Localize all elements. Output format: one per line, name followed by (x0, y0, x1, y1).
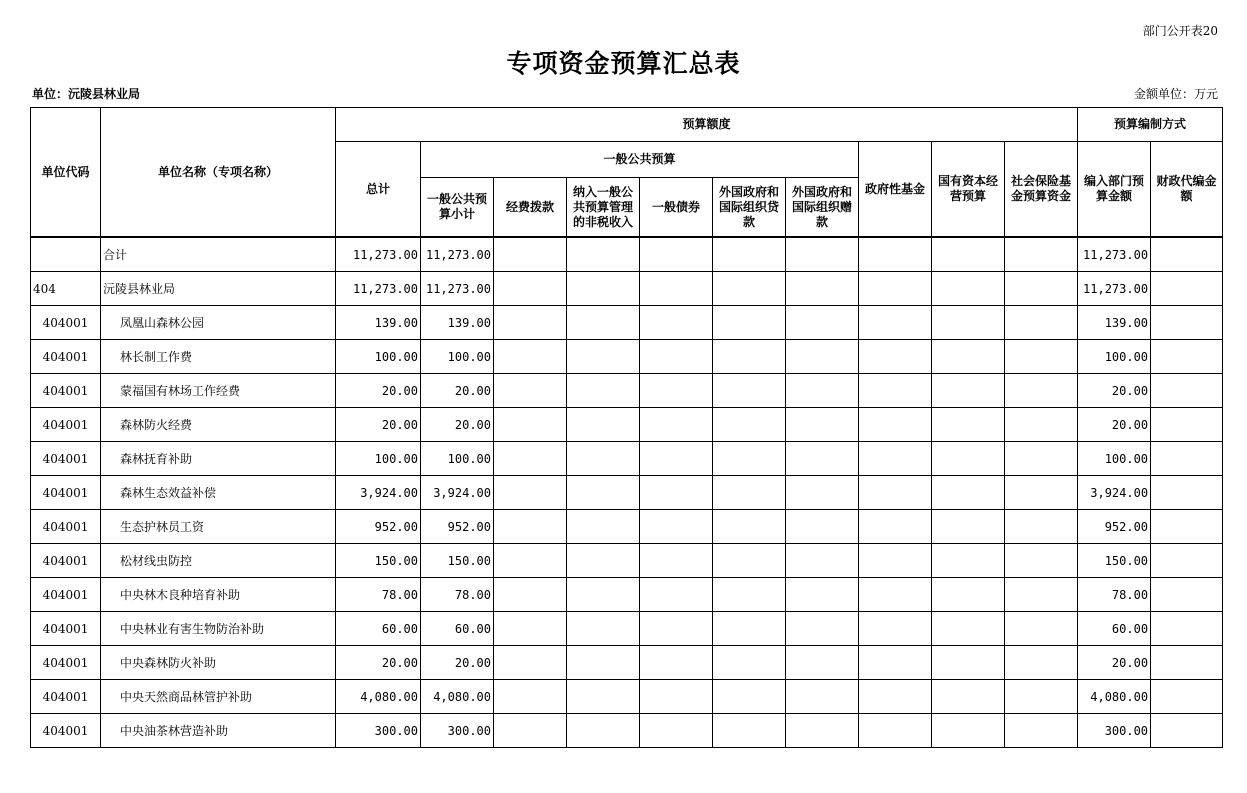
unit-name-cell: 蒙福国有林场工作经费 (101, 374, 336, 408)
nontax-cell (567, 578, 640, 612)
header-general-bond: 一般债券 (640, 178, 713, 238)
total-cell: 139.00 (336, 306, 421, 340)
foreign-grant-cell (786, 578, 859, 612)
funding-cell (494, 612, 567, 646)
funding-cell (494, 442, 567, 476)
gp-subtotal-cell: 100.00 (421, 340, 494, 374)
funding-cell (494, 578, 567, 612)
form-number: 部门公开表20 (1142, 24, 1218, 38)
social-insurance-cell (1005, 680, 1078, 714)
funding-cell (494, 680, 567, 714)
fiscal-agent-cell (1151, 680, 1223, 714)
nontax-cell (567, 680, 640, 714)
unit-name-cell: 中央油茶林营造补助 (101, 714, 336, 748)
gp-subtotal-cell: 11,273.00 (421, 272, 494, 306)
dept-budget-cell: 100.00 (1078, 442, 1151, 476)
header-funding: 经费拨款 (494, 178, 567, 238)
gov-fund-cell (859, 612, 932, 646)
fiscal-agent-cell (1151, 237, 1223, 272)
fiscal-agent-cell (1151, 476, 1223, 510)
total-cell: 100.00 (336, 340, 421, 374)
general-bond-cell (640, 408, 713, 442)
fiscal-agent-cell (1151, 646, 1223, 680)
state-capital-cell (932, 306, 1005, 340)
state-capital-cell (932, 646, 1005, 680)
nontax-cell (567, 646, 640, 680)
header-general-public-budget: 一般公共预算 (421, 142, 859, 178)
gp-subtotal-cell: 20.00 (421, 646, 494, 680)
fiscal-agent-cell (1151, 578, 1223, 612)
nontax-cell (567, 510, 640, 544)
unit-code-cell: 404001 (31, 442, 101, 476)
gov-fund-cell (859, 680, 932, 714)
header-budget-method: 预算编制方式 (1078, 108, 1223, 142)
general-bond-cell (640, 544, 713, 578)
funding-cell (494, 408, 567, 442)
nontax-cell (567, 408, 640, 442)
foreign-loan-cell (713, 476, 786, 510)
general-bond-cell (640, 680, 713, 714)
dept-budget-cell: 20.00 (1078, 646, 1151, 680)
dept-budget-cell: 11,273.00 (1078, 237, 1151, 272)
unit-name-cell: 森林抚育补助 (101, 442, 336, 476)
general-bond-cell (640, 340, 713, 374)
gov-fund-cell (859, 578, 932, 612)
header-social-insurance: 社会保险基金预算资金 (1005, 142, 1078, 238)
table-row (31, 374, 1223, 408)
unit-code-cell: 404001 (31, 408, 101, 442)
header-unit-name: 单位名称（专项名称） (101, 108, 336, 238)
foreign-loan-cell (713, 340, 786, 374)
funding-cell (494, 374, 567, 408)
unit-name-cell: 合计 (101, 237, 336, 272)
budget-table-body (31, 237, 1223, 748)
total-cell: 20.00 (336, 374, 421, 408)
foreign-grant-cell (786, 544, 859, 578)
state-capital-cell (932, 442, 1005, 476)
unit-name-cell: 中央林业有害生物防治补助 (101, 612, 336, 646)
header-budget-amount: 预算额度 (336, 108, 1078, 142)
gp-subtotal-cell: 4,080.00 (421, 680, 494, 714)
header-total: 总计 (336, 142, 421, 238)
unit-name-cell: 松材线虫防控 (101, 544, 336, 578)
unit-code-cell: 404001 (31, 510, 101, 544)
table-row (31, 714, 1223, 748)
unit-name-cell: 森林生态效益补偿 (101, 476, 336, 510)
general-bond-cell (640, 237, 713, 272)
gp-subtotal-cell: 139.00 (421, 306, 494, 340)
fiscal-agent-cell (1151, 510, 1223, 544)
table-row (31, 510, 1223, 544)
total-cell: 150.00 (336, 544, 421, 578)
gp-subtotal-cell: 78.00 (421, 578, 494, 612)
nontax-cell (567, 272, 640, 306)
social-insurance-cell (1005, 646, 1078, 680)
funding-cell (494, 544, 567, 578)
foreign-grant-cell (786, 714, 859, 748)
gov-fund-cell (859, 237, 932, 272)
page-title: 专项资金预算汇总表 (506, 49, 741, 78)
unit-code-cell: 404001 (31, 544, 101, 578)
nontax-cell (567, 237, 640, 272)
funding-cell (494, 714, 567, 748)
unit-code-cell: 404001 (31, 646, 101, 680)
fiscal-agent-cell (1151, 544, 1223, 578)
amount-unit-label: 金额单位：万元 (1133, 87, 1218, 101)
general-bond-cell (640, 578, 713, 612)
funding-cell (494, 306, 567, 340)
header-foreign-loan: 外国政府和国际组织贷款 (713, 178, 786, 238)
header-foreign-grant: 外国政府和国际组织赠款 (786, 178, 859, 238)
unit-code-cell: 404001 (31, 578, 101, 612)
general-bond-cell (640, 306, 713, 340)
foreign-loan-cell (713, 442, 786, 476)
fiscal-agent-cell (1151, 272, 1223, 306)
total-cell: 952.00 (336, 510, 421, 544)
foreign-loan-cell (713, 714, 786, 748)
table-row (31, 680, 1223, 714)
table-row (31, 306, 1223, 340)
general-bond-cell (640, 646, 713, 680)
total-cell: 4,080.00 (336, 680, 421, 714)
total-cell: 11,273.00 (336, 237, 421, 272)
unit-code-cell: 404001 (31, 374, 101, 408)
gp-subtotal-cell: 20.00 (421, 374, 494, 408)
header-fiscal-agent: 财政代编金额 (1151, 142, 1223, 238)
gp-subtotal-cell: 11,273.00 (421, 237, 494, 272)
foreign-loan-cell (713, 544, 786, 578)
unit-name-cell: 林长制工作费 (101, 340, 336, 374)
foreign-grant-cell (786, 442, 859, 476)
social-insurance-cell (1005, 714, 1078, 748)
foreign-loan-cell (713, 374, 786, 408)
general-bond-cell (640, 476, 713, 510)
social-insurance-cell (1005, 408, 1078, 442)
funding-cell (494, 510, 567, 544)
fiscal-agent-cell (1151, 612, 1223, 646)
unit-name-cell: 中央天然商品林管护补助 (101, 680, 336, 714)
foreign-grant-cell (786, 374, 859, 408)
gp-subtotal-cell: 60.00 (421, 612, 494, 646)
gp-subtotal-cell: 952.00 (421, 510, 494, 544)
social-insurance-cell (1005, 510, 1078, 544)
state-capital-cell (932, 612, 1005, 646)
gp-subtotal-cell: 3,924.00 (421, 476, 494, 510)
unit-code-cell: 404001 (31, 714, 101, 748)
fiscal-agent-cell (1151, 306, 1223, 340)
header-unit-code: 单位代码 (31, 108, 101, 238)
foreign-grant-cell (786, 340, 859, 374)
state-capital-cell (932, 578, 1005, 612)
general-bond-cell (640, 714, 713, 748)
funding-cell (494, 272, 567, 306)
header-gov-fund: 政府性基金 (859, 142, 932, 238)
gp-subtotal-cell: 100.00 (421, 442, 494, 476)
funding-cell (494, 646, 567, 680)
social-insurance-cell (1005, 544, 1078, 578)
total-cell: 11,273.00 (336, 272, 421, 306)
dept-budget-cell: 300.00 (1078, 714, 1151, 748)
gp-subtotal-cell: 150.00 (421, 544, 494, 578)
unit-code-cell: 404001 (31, 476, 101, 510)
dept-budget-cell: 139.00 (1078, 306, 1151, 340)
header-state-capital: 国有资本经营预算 (932, 142, 1005, 238)
fiscal-agent-cell (1151, 374, 1223, 408)
gov-fund-cell (859, 646, 932, 680)
foreign-loan-cell (713, 272, 786, 306)
unit-name-cell: 生态护林员工资 (101, 510, 336, 544)
social-insurance-cell (1005, 272, 1078, 306)
fiscal-agent-cell (1151, 442, 1223, 476)
funding-cell (494, 340, 567, 374)
table-row (31, 578, 1223, 612)
foreign-grant-cell (786, 510, 859, 544)
table-row (31, 442, 1223, 476)
table-row (31, 544, 1223, 578)
dept-budget-cell: 150.00 (1078, 544, 1151, 578)
gp-subtotal-cell: 20.00 (421, 408, 494, 442)
gov-fund-cell (859, 408, 932, 442)
gov-fund-cell (859, 442, 932, 476)
nontax-cell (567, 714, 640, 748)
table-row (31, 476, 1223, 510)
fiscal-agent-cell (1151, 714, 1223, 748)
total-cell: 20.00 (336, 646, 421, 680)
foreign-grant-cell (786, 612, 859, 646)
nontax-cell (567, 544, 640, 578)
dept-budget-cell: 11,273.00 (1078, 272, 1151, 306)
table-row (31, 237, 1223, 272)
total-cell: 78.00 (336, 578, 421, 612)
gov-fund-cell (859, 340, 932, 374)
state-capital-cell (932, 680, 1005, 714)
unit-code-cell (31, 237, 101, 272)
social-insurance-cell (1005, 340, 1078, 374)
foreign-loan-cell (713, 680, 786, 714)
general-bond-cell (640, 612, 713, 646)
social-insurance-cell (1005, 374, 1078, 408)
social-insurance-cell (1005, 612, 1078, 646)
state-capital-cell (932, 510, 1005, 544)
social-insurance-cell (1005, 237, 1078, 272)
general-bond-cell (640, 510, 713, 544)
funding-cell (494, 237, 567, 272)
social-insurance-cell (1005, 476, 1078, 510)
social-insurance-cell (1005, 306, 1078, 340)
foreign-grant-cell (786, 237, 859, 272)
unit-name-cell: 中央森林防火补助 (101, 646, 336, 680)
total-cell: 100.00 (336, 442, 421, 476)
social-insurance-cell (1005, 578, 1078, 612)
unit-name-cell: 中央林木良种培育补助 (101, 578, 336, 612)
funding-cell (494, 476, 567, 510)
foreign-loan-cell (713, 646, 786, 680)
total-cell: 300.00 (336, 714, 421, 748)
state-capital-cell (932, 544, 1005, 578)
state-capital-cell (932, 476, 1005, 510)
header-gp-subtotal: 一般公共预算小计 (421, 178, 494, 238)
dept-budget-cell: 78.00 (1078, 578, 1151, 612)
nontax-cell (567, 306, 640, 340)
header-dept-budget: 编入部门预算金额 (1078, 142, 1151, 238)
table-row (31, 408, 1223, 442)
general-bond-cell (640, 442, 713, 476)
fiscal-agent-cell (1151, 340, 1223, 374)
total-cell: 60.00 (336, 612, 421, 646)
gov-fund-cell (859, 544, 932, 578)
general-bond-cell (640, 374, 713, 408)
state-capital-cell (932, 340, 1005, 374)
nontax-cell (567, 374, 640, 408)
gov-fund-cell (859, 306, 932, 340)
nontax-cell (567, 612, 640, 646)
dept-budget-cell: 3,924.00 (1078, 476, 1151, 510)
foreign-grant-cell (786, 680, 859, 714)
gov-fund-cell (859, 714, 932, 748)
state-capital-cell (932, 237, 1005, 272)
gov-fund-cell (859, 374, 932, 408)
unit-code-cell: 404001 (31, 680, 101, 714)
header-nontax: 纳入一般公共预算管理的非税收入 (567, 178, 640, 238)
gp-subtotal-cell: 300.00 (421, 714, 494, 748)
dept-budget-cell: 100.00 (1078, 340, 1151, 374)
state-capital-cell (932, 408, 1005, 442)
foreign-grant-cell (786, 272, 859, 306)
state-capital-cell (932, 714, 1005, 748)
foreign-loan-cell (713, 306, 786, 340)
state-capital-cell (932, 374, 1005, 408)
foreign-loan-cell (713, 612, 786, 646)
dept-budget-cell: 20.00 (1078, 408, 1151, 442)
gov-fund-cell (859, 510, 932, 544)
unit-name-cell: 凤凰山森林公园 (101, 306, 336, 340)
foreign-grant-cell (786, 306, 859, 340)
foreign-grant-cell (786, 408, 859, 442)
nontax-cell (567, 340, 640, 374)
foreign-grant-cell (786, 646, 859, 680)
total-cell: 20.00 (336, 408, 421, 442)
social-insurance-cell (1005, 442, 1078, 476)
unit-code-cell: 404001 (31, 340, 101, 374)
unit-code-cell: 404001 (31, 612, 101, 646)
unit-name-cell: 沅陵县林业局 (101, 272, 336, 306)
budget-table (30, 107, 1223, 748)
table-row (31, 340, 1223, 374)
gov-fund-cell (859, 272, 932, 306)
foreign-grant-cell (786, 476, 859, 510)
total-cell: 3,924.00 (336, 476, 421, 510)
nontax-cell (567, 442, 640, 476)
unit-label: 单位：沅陵县林业局 (32, 87, 141, 101)
unit-code-cell: 404001 (31, 306, 101, 340)
table-row (31, 612, 1223, 646)
foreign-loan-cell (713, 408, 786, 442)
table-row (31, 272, 1223, 306)
foreign-loan-cell (713, 510, 786, 544)
dept-budget-cell: 60.00 (1078, 612, 1151, 646)
foreign-loan-cell (713, 578, 786, 612)
state-capital-cell (932, 272, 1005, 306)
gov-fund-cell (859, 476, 932, 510)
dept-budget-cell: 20.00 (1078, 374, 1151, 408)
fiscal-agent-cell (1151, 408, 1223, 442)
dept-budget-cell: 4,080.00 (1078, 680, 1151, 714)
foreign-loan-cell (713, 237, 786, 272)
nontax-cell (567, 476, 640, 510)
general-bond-cell (640, 272, 713, 306)
unit-code-cell: 404 (31, 272, 101, 306)
dept-budget-cell: 952.00 (1078, 510, 1151, 544)
table-row (31, 646, 1223, 680)
unit-name-cell: 森林防火经费 (101, 408, 336, 442)
